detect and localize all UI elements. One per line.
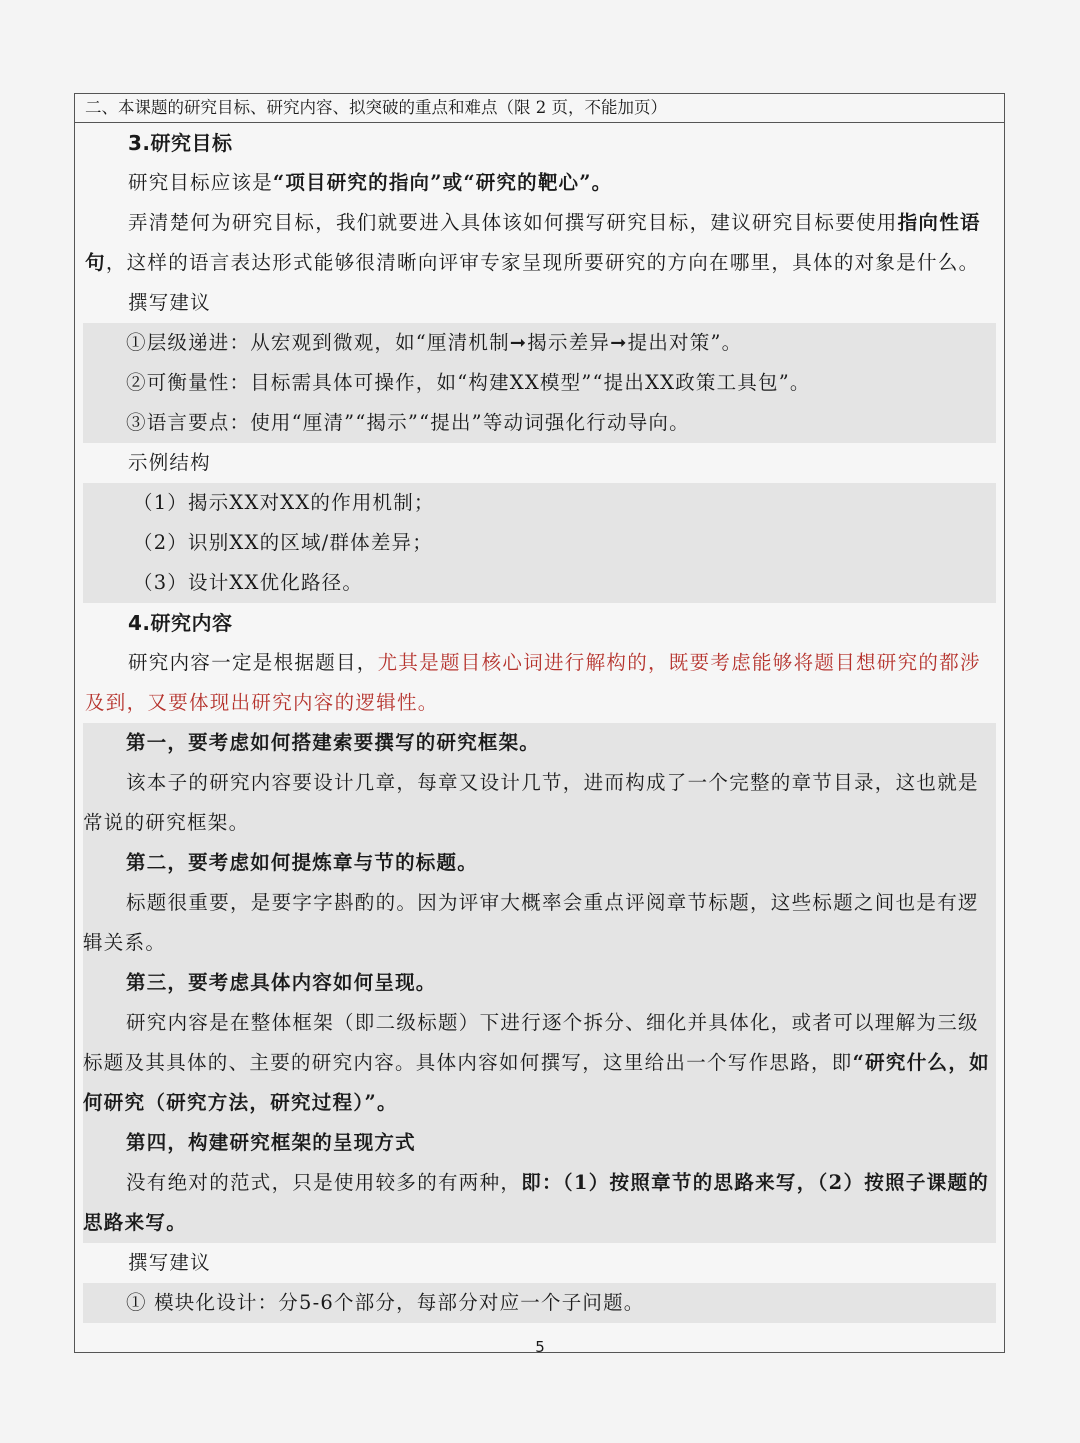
intro-red: 尤其是题目核心词进行解构的，既要考虑能够将题目想研究的都涉及到，又要体现出研究内容的逻辑性。 [85, 651, 981, 714]
p2-c: ，这样的语言表达形式能够很清晰向评审专家呈现所要研究的方向在哪里，具体的对象是什么。 [105, 251, 980, 274]
section3-paragraph [85, 203, 994, 283]
section3-advice-label: 撰写建议 [128, 291, 211, 314]
point3-body-text: 研究内容是在整体框架（即二级标题）下进行逐个拆分、细化并具体化，或者可以理解为三级标题及其具体的、主要的研究内容。具体内容如何撰写，这里给出一个写作思路，即 [83, 1011, 979, 1074]
point2-body: 标题很重要，是要字字斟酌的。因为评审大概率会重点评阅章节标题，这些标题之间也是有逻辑关系。 [83, 891, 979, 954]
section3-intro [85, 163, 994, 203]
intro-text: 研究目标应该是 [128, 171, 273, 194]
example-item: （1）揭示XX对XX的作用机制； [133, 491, 435, 514]
table-header: 二、本课题的研究目标、研究内容、拟突破的重点和难点（限 2 页，不能加页） [75, 94, 1004, 123]
intro-bold: “项目研究的指向”或“研究的靶心”。 [272, 171, 613, 194]
content-body [75, 123, 1004, 1323]
point4-body-text: 没有绝对的范式，只是使用较多的有两种， [126, 1171, 522, 1194]
section3-example-box [83, 483, 996, 603]
section4-intro [85, 643, 994, 723]
section4-points-box [83, 723, 996, 1243]
intro-normal: 研究内容一定是根据题目， [128, 651, 378, 674]
section3-title: 3.研究目标 [128, 131, 233, 155]
section3-example-label: 示例结构 [128, 451, 211, 474]
point3-title: 第三，要考虑具体内容如何呈现。 [126, 971, 437, 994]
example-item: （2）识别XX的区域/群体差异； [133, 531, 433, 554]
point4-body [83, 1163, 996, 1243]
page-number: 5 [535, 1338, 545, 1356]
advice-item: ②可衡量性：目标需具体可操作，如“构建XX模型”“提出XX政策工具包”。 [126, 371, 811, 394]
advice-item: ①层级递进：从宏观到微观，如“厘清机制➞揭示差异➞提出对策”。 [126, 331, 743, 354]
section4-advice-label: 撰写建议 [128, 1251, 211, 1274]
example-item: （3）设计XX优化路径。 [133, 571, 364, 594]
point1-title: 第一，要考虑如何搭建索要撰写的研究框架。 [126, 731, 541, 754]
advice-item: ① 模块化设计：分5-6个部分，每部分对应一个子问题。 [126, 1291, 645, 1314]
point4-title: 第四，构建研究框架的呈现方式 [126, 1131, 416, 1154]
p2-b: 指向性语句 [85, 211, 981, 274]
section4-advice-box [83, 1283, 996, 1323]
section3-advice-box [83, 323, 996, 443]
section4-title: 4.研究内容 [128, 611, 233, 635]
p2-a: 弄清楚何为研究目标，我们就要进入具体该如何撰写研究目标，建议研究目标要使用 [128, 211, 898, 234]
advice-item: ③语言要点：使用“厘清”“揭示”“提出”等动词强化行动导向。 [126, 411, 690, 434]
point1-body: 该本子的研究内容要设计几章，每章又设计几节，进而构成了一个完整的章节目录，这也就是常说的研究框架。 [83, 771, 979, 834]
point3-body [83, 1003, 996, 1123]
point2-title: 第二，要考虑如何提炼章与节的标题。 [126, 851, 478, 874]
document-frame [74, 93, 1005, 1353]
point4-body-bold: 即：（1）按照章节的思路来写，（2）按照子课题的思路来写。 [83, 1171, 990, 1234]
point3-body-bold: “研究什么，如何研究（研究方法，研究过程）”。 [83, 1051, 990, 1114]
